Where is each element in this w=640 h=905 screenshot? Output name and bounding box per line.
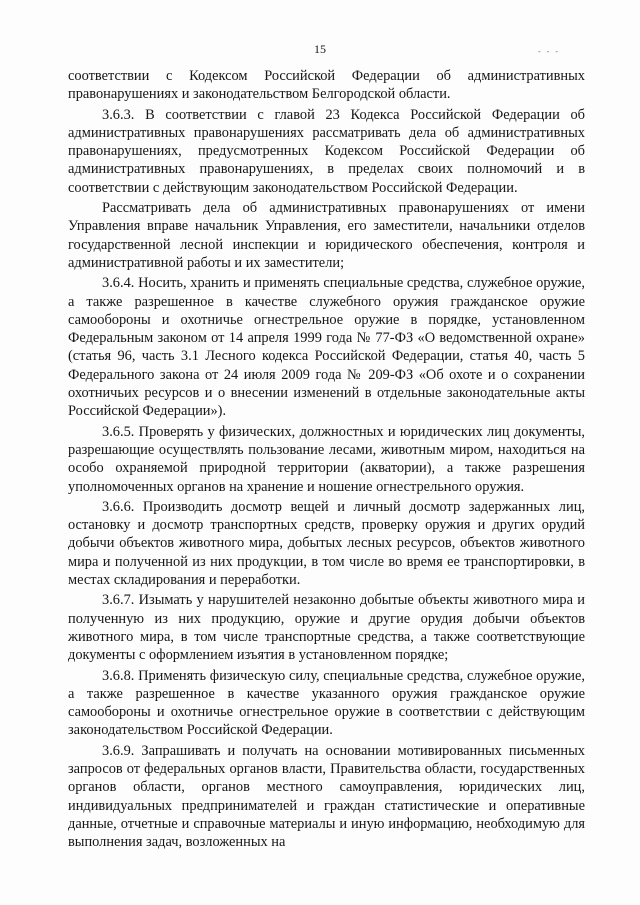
paragraph-3-6-4: 3.6.4. Носить, хранить и применять специальные средства, служебное оружие, а также разрешенное в качестве служебного оружия гражданское оружие самообороны и охотничье огнестрельное оружие в порядке, установленном Федеральным законом от 14 апреля 1999 года № 77-ФЗ «О ведомственной охране» (статья 96, часть 3.1 Лесного кодекса Российской Федерации, статья 40, часть 5 Федерального закона от 24 июля 2009 года № 209-ФЗ «Об охоте и о сохранении охотничьих ресурсов и о внесении изменений в отдельные законодательные акты Российской Федерации»). xyxy=(68,275,585,420)
paragraph-authority: Рассматривать дела об административных правонарушениях от имени Управления вправе начальник Управления, его заместители, начальники отделов государственной лесной инспекции и юридического обеспечения, контроля и административной работы и их заместители; xyxy=(68,200,585,271)
paragraph-continuation: соответствии с Кодексом Российской Федерации об административных правонарушениях и законодательством Белгородской области. xyxy=(68,68,585,103)
paragraph-3-6-7: 3.6.7. Изымать у нарушителей незаконно добытые объекты животного мира и полученную из них продукцию, оружие и другие орудия добычи объектов животного мира, в том числе транспортные средства, а также соответствующие документы с оформлением изъятия в установленном порядке; xyxy=(68,592,585,664)
scan-mark: - - - xyxy=(538,47,560,56)
paragraph-3-6-3: 3.6.3. В соответствии с главой 23 Кодекса Российской Федерации об административных правонарушениях рассматривать дела об административных правонарушениях, предусмотренных Кодексом Российской Федерации об административных правонарушениях, в пределах своих полномочий и в соответствии с действующим законодательством Российской Федерации. xyxy=(68,106,585,196)
page-number: 15 xyxy=(314,42,326,56)
paragraph-3-6-8: 3.6.8. Применять физическую силу, специальные средства, служебное оружие, а также разрешенное в качестве указанного оружия гражданское оружие самообороны и охотничье огнестрельное оружие в соответствии с действующим законодательством Российской Федерации. xyxy=(68,667,585,739)
paragraph-3-6-9: 3.6.9. Запрашивать и получать на основании мотивированных письменных запросов от федеральных органов власти, Правительства области, государственных органов области, органов местного самоуправления, юридических лиц, индивидуальных предпринимателей и граждан статистические и оперативные данные, отчетные и справочные материалы и иную информацию, необходимую для выполнения задач, возложенных на xyxy=(68,742,585,851)
paragraph-3-6-5: 3.6.5. Проверять у физических, должностных и юридических лиц документы, разрешающие осуществлять пользование лесами, животным миром, находиться на особо охраняемой природной территории (акватории), а также разрешения уполномоченных органов на хранение и ношение огнестрельного оружия. xyxy=(68,423,585,495)
paragraph-3-6-6: 3.6.6. Производить досмотр вещей и личный досмотр задержанных лиц, остановку и досмотр транспортных средств, проверку оружия и других орудий добычи объектов животного мира, добытых лесных ресурсов, объектов животного мира и полученной из них продукции, в том числе во время ее транспортировки, в местах складирования и переработки. xyxy=(68,498,585,589)
body-text xyxy=(68,67,585,851)
